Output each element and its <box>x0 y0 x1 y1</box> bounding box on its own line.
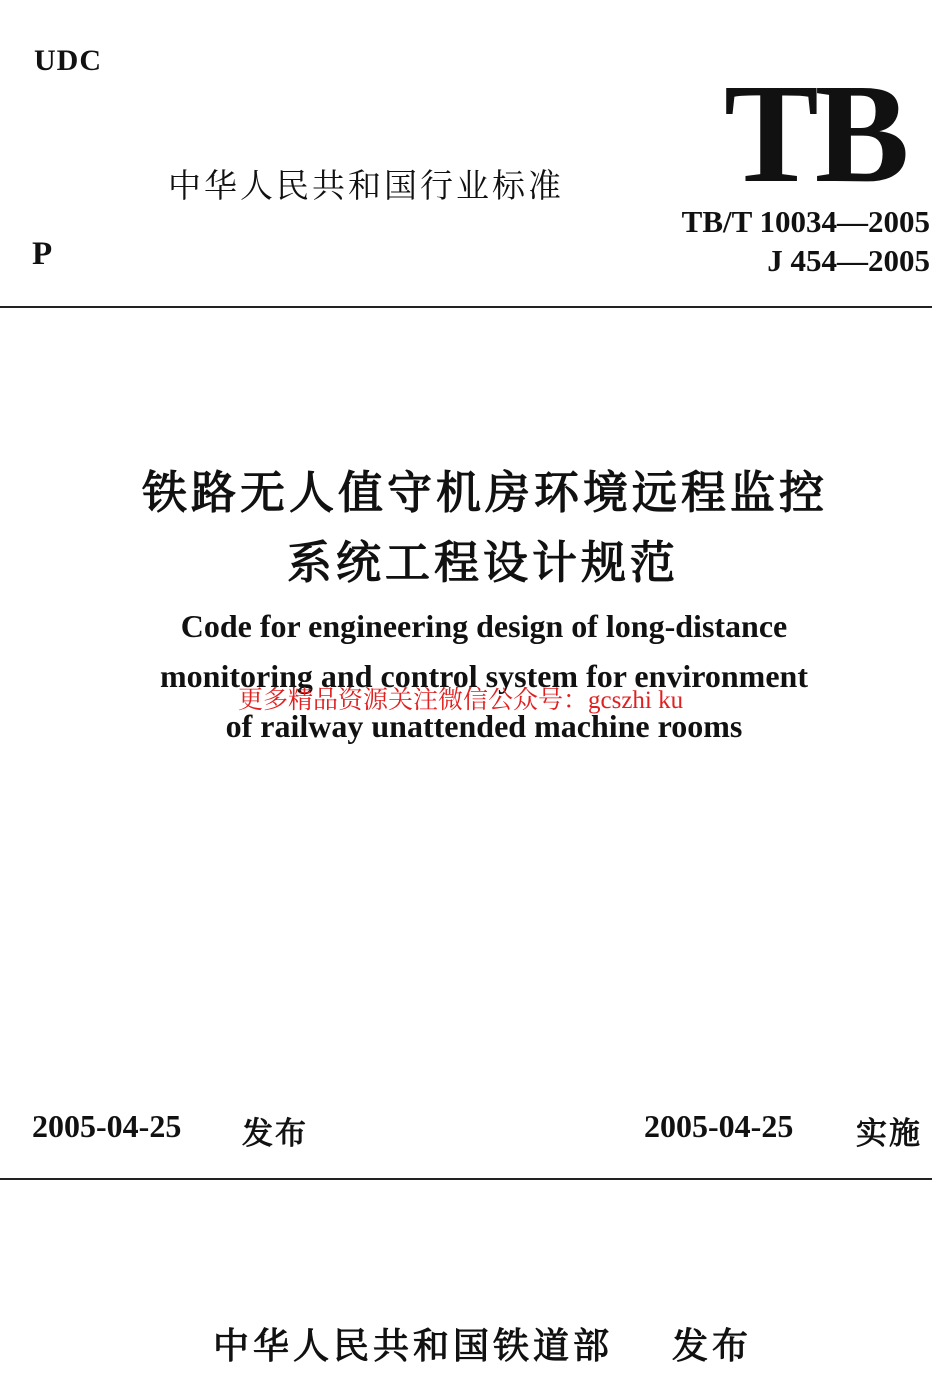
english-title-line-1: Code for engineering design of long-distance <box>180 608 788 644</box>
standard-number: TB/T 10034—2005 <box>681 204 930 239</box>
udc-label: UDC <box>34 44 102 77</box>
english-title-line-3: of railway unattended machine rooms <box>225 708 743 744</box>
tb-logo: TB <box>724 54 906 212</box>
top-divider <box>0 306 932 308</box>
chinese-title-line-2: 系统工程设计规范 <box>286 536 679 589</box>
classification-code: P <box>32 236 53 272</box>
implement-date: 2005-04-25 <box>644 1108 794 1144</box>
issuer-issue-label: 发布 <box>672 1326 753 1367</box>
implement-label: 实施 <box>856 1116 922 1152</box>
issue-label: 发布 <box>242 1116 308 1152</box>
english-title-line-2: monitoring and control system for environment <box>160 658 808 694</box>
industry-standard-heading: 中华人民共和国行业标准 <box>168 166 564 205</box>
record-number: J 454—2005 <box>767 243 930 278</box>
bottom-divider <box>0 1178 932 1180</box>
chinese-title-line-1: 铁路无人值守机房环境远程监控 <box>141 466 828 519</box>
issuing-authority: 中华人民共和国铁道部 <box>213 1326 614 1367</box>
issue-date: 2005-04-25 <box>32 1108 182 1144</box>
watermark-text: 更多精品资源关注微信公众号：gcszhi ku <box>238 687 684 714</box>
